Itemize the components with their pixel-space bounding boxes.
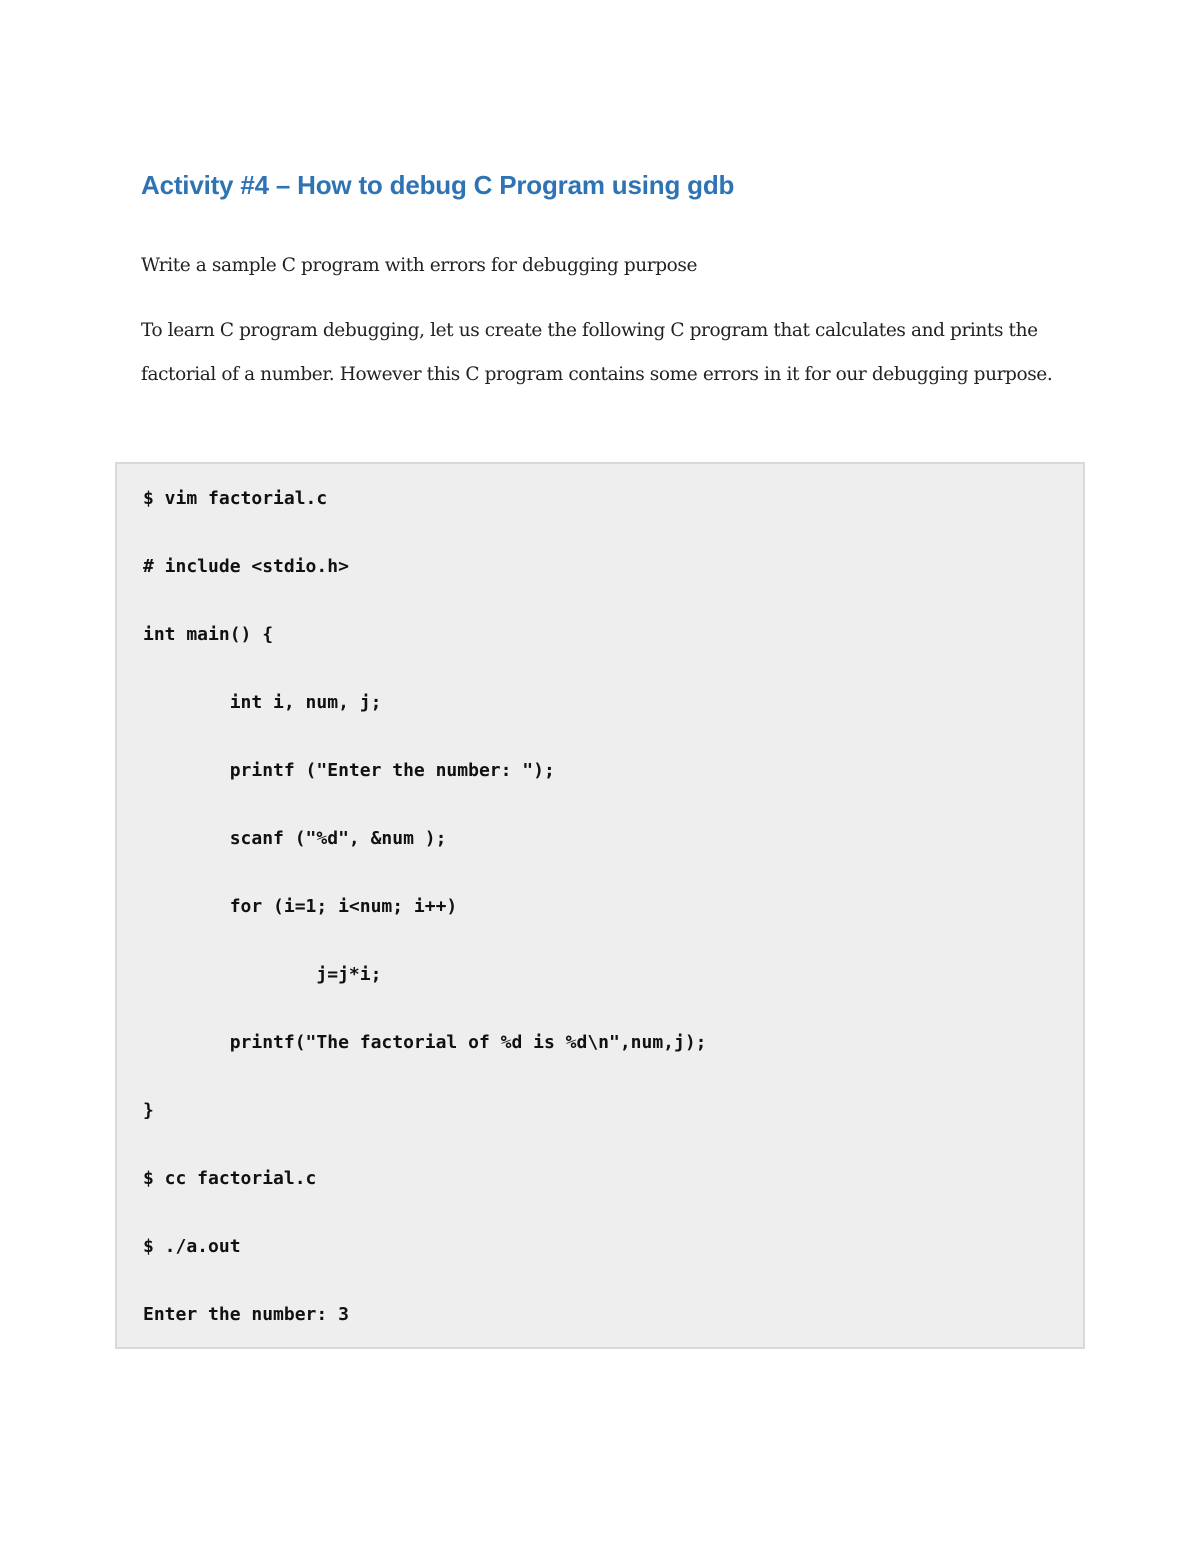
code-line: printf("The factorial of %d is %d\n",num,j); xyxy=(143,1032,707,1053)
code-line: printf ("Enter the number: "); xyxy=(143,760,555,781)
page-title: Activity #4 – How to debug C Program using gdb xyxy=(141,170,735,200)
code-line: scanf ("%d", &num ); xyxy=(143,828,447,849)
description-paragraph: To learn C program debugging, let us create the following C program that calculates and prints the factorial of a number. However this C program contains some errors in it for our debugging purpose. xyxy=(141,320,1053,385)
code-line: j=j*i; xyxy=(143,964,382,985)
code-line: for (i=1; i<num; i++) xyxy=(143,896,458,917)
code-line: int main() { xyxy=(143,624,274,645)
code-line: # include <stdio.h> xyxy=(143,556,349,577)
code-line: $ vim factorial.c xyxy=(143,488,328,509)
code-line: int i, num, j; xyxy=(143,692,382,713)
intro-paragraph: Write a sample C program with errors for debugging purpose xyxy=(141,255,698,276)
code-line: $ cc factorial.c xyxy=(143,1168,317,1189)
code-line: } xyxy=(143,1100,154,1121)
code-line: $ ./a.out xyxy=(143,1236,241,1257)
code-line: Enter the number: 3 xyxy=(143,1304,349,1325)
code-block xyxy=(115,462,1085,1349)
